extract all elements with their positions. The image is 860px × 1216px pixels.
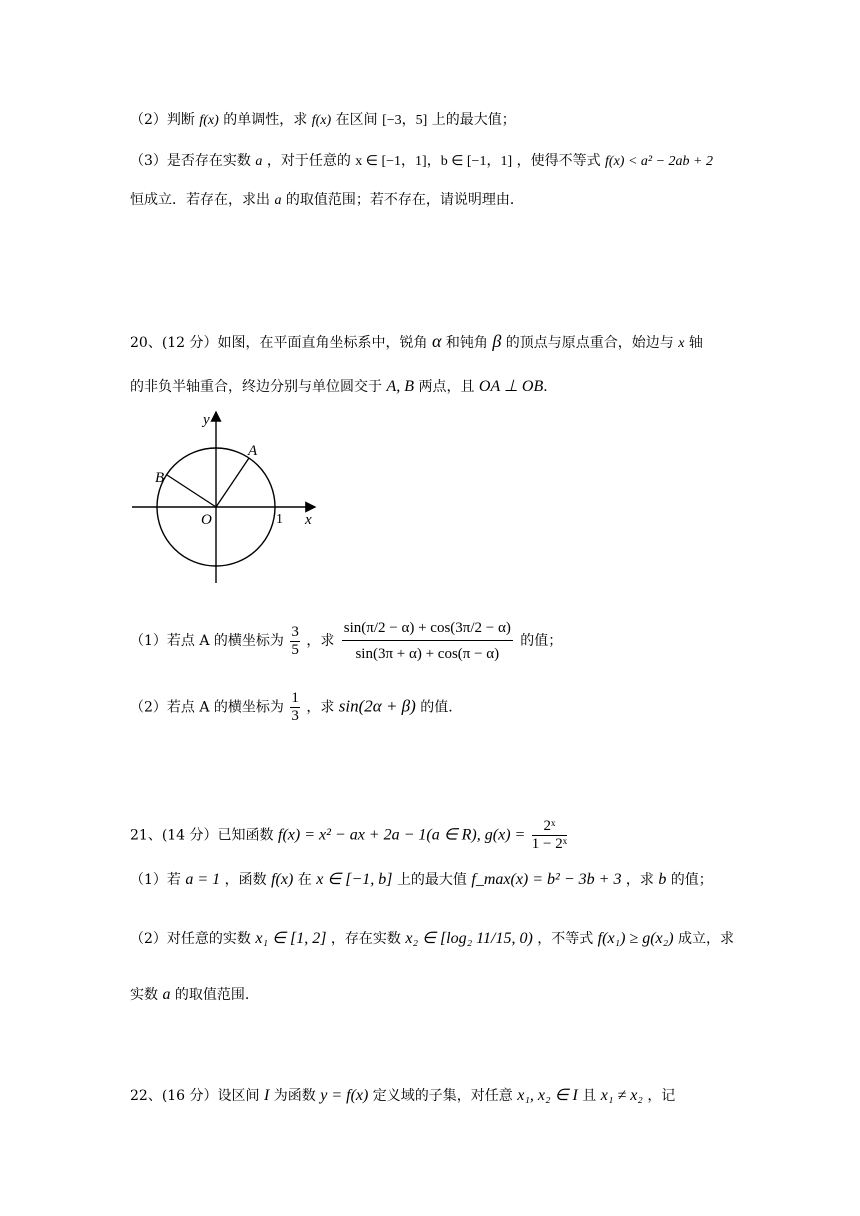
text: ，记	[647, 1088, 676, 1104]
text: ，求	[306, 633, 335, 649]
text: （2）若点 A 的横坐标为	[130, 699, 284, 716]
label-y: y	[203, 412, 210, 428]
math: b	[658, 871, 667, 888]
text: 成立，求	[678, 931, 734, 947]
text: ，求	[306, 699, 335, 716]
q19-part3-line1	[130, 151, 713, 172]
math: A, B	[386, 378, 414, 395]
text: ，	[426, 153, 441, 169]
text: 两点，且	[418, 379, 475, 395]
math: x	[678, 336, 685, 351]
math: OA ⊥ OB	[478, 378, 544, 395]
text: ，对于任意的	[266, 153, 351, 169]
ray-OB	[167, 475, 216, 507]
text: 和钝角	[445, 335, 488, 351]
math: f(x)	[271, 871, 294, 888]
g-fraction	[532, 818, 567, 853]
trig-denominator: sin(3π + α) + cos(π − α)	[355, 646, 500, 662]
label-A: A	[248, 443, 258, 459]
label-O: O	[201, 512, 212, 528]
unit-circle-figure	[125, 408, 325, 588]
q20-part1	[130, 618, 562, 664]
text: 实数	[130, 987, 158, 1003]
q20-part2	[130, 690, 453, 725]
denominator: 3	[291, 708, 299, 724]
text: 轴	[688, 335, 703, 351]
text: 恒成立．若存在，求出	[130, 192, 270, 208]
text: ，使得不等式	[516, 153, 601, 169]
math: a = 1	[185, 871, 221, 888]
trig-fraction	[342, 618, 513, 664]
math: x₁ ≠ x₂	[600, 1087, 643, 1104]
text: 的非负半轴重合，终边分别与单位圆交于	[130, 379, 382, 395]
q21-part2-line2	[130, 985, 249, 1005]
math: a	[162, 986, 171, 1003]
text: 为函数	[273, 1088, 316, 1104]
q19-part3-line2	[130, 190, 524, 211]
label-x: x	[305, 512, 312, 528]
fraction-1-3	[290, 690, 300, 725]
q20-line2	[130, 377, 557, 397]
math: x₂ ∈ [log₂ 11/15, 0)	[405, 930, 533, 947]
math: a	[274, 193, 282, 208]
math: f_max(x) = b² − 3b + 3	[471, 871, 622, 888]
text: 上的最大值	[396, 872, 467, 888]
text: （2）对任意的实数	[130, 931, 251, 947]
math: y = f(x)	[320, 1087, 369, 1104]
text: 的值；	[520, 633, 563, 649]
math: [−3，5]	[382, 113, 428, 128]
trig-numerator: sin(π/2 − α) + cos(3π/2 − α)	[342, 618, 513, 641]
text: 21、(14 分）已知函数	[130, 827, 274, 844]
text: （1）若点 A 的横坐标为	[130, 633, 284, 649]
text: ．	[543, 379, 558, 395]
math: b ∈ [−1，1]	[440, 154, 513, 169]
text: 在区间	[335, 112, 378, 128]
numerator: 3	[291, 623, 299, 640]
text: 的值.	[420, 699, 453, 716]
math: β	[492, 331, 502, 351]
math: x₁, x₂ ∈ I	[517, 1087, 578, 1104]
ray-OA	[216, 458, 249, 507]
text: ，函数	[224, 872, 267, 888]
q22-head	[130, 1086, 675, 1106]
text: 的取值范围.	[174, 987, 250, 1003]
denominator: 5	[291, 641, 299, 658]
text: 的顶点与原点重合，始边与	[505, 335, 674, 351]
q20-line1	[130, 331, 703, 354]
math: f(x) < a² − 2ab + 2	[605, 154, 713, 169]
text: ，求	[625, 872, 654, 888]
math: I	[264, 1087, 270, 1104]
label-B: B	[155, 470, 165, 486]
text: （2）判断	[130, 112, 195, 128]
text: 22、(16 分）设区间	[130, 1088, 260, 1104]
text: 且	[582, 1088, 597, 1104]
fraction-3-5	[290, 624, 300, 659]
math: f(x₁) ≥ g(x₂)	[597, 930, 674, 947]
q19-part2	[130, 110, 516, 131]
denominator: 1 − 2ˣ	[531, 836, 568, 852]
q21-part2-line1	[130, 929, 734, 949]
text: ，不等式	[537, 931, 594, 947]
math: α	[432, 331, 442, 351]
math: sin(2α + β)	[338, 696, 416, 716]
math: x ∈ [−1，1]	[355, 154, 427, 169]
math: f(x) = x² − ax + 2a − 1(a ∈ R), g(x) =	[278, 826, 526, 844]
q21-part1	[130, 870, 713, 890]
text: （3）是否存在实数	[130, 153, 251, 169]
text: 在	[297, 872, 312, 888]
text: ，存在实数	[330, 931, 401, 947]
math: x₁ ∈ [1, 2]	[255, 930, 327, 947]
math: f(x)	[199, 113, 219, 128]
text: 的单调性，求	[223, 112, 308, 128]
math: x ∈ [−1, b]	[316, 871, 393, 888]
text: 的值；	[670, 872, 713, 888]
text: 的取值范围；若不存在，请说明理由．	[285, 192, 524, 208]
math: f(x)	[311, 113, 332, 128]
text: 定义域的子集，对任意	[372, 1088, 513, 1104]
numerator: 1	[291, 690, 299, 706]
text: 20、(12 分）如图，在平面直角坐标系中，锐角	[130, 335, 428, 351]
numerator: 2ˣ	[532, 818, 567, 836]
text: （1）若	[130, 872, 181, 888]
math: a	[255, 154, 263, 169]
q21-head	[130, 818, 569, 853]
text: 上的最大值；	[431, 112, 516, 128]
label-1: 1	[276, 512, 283, 527]
